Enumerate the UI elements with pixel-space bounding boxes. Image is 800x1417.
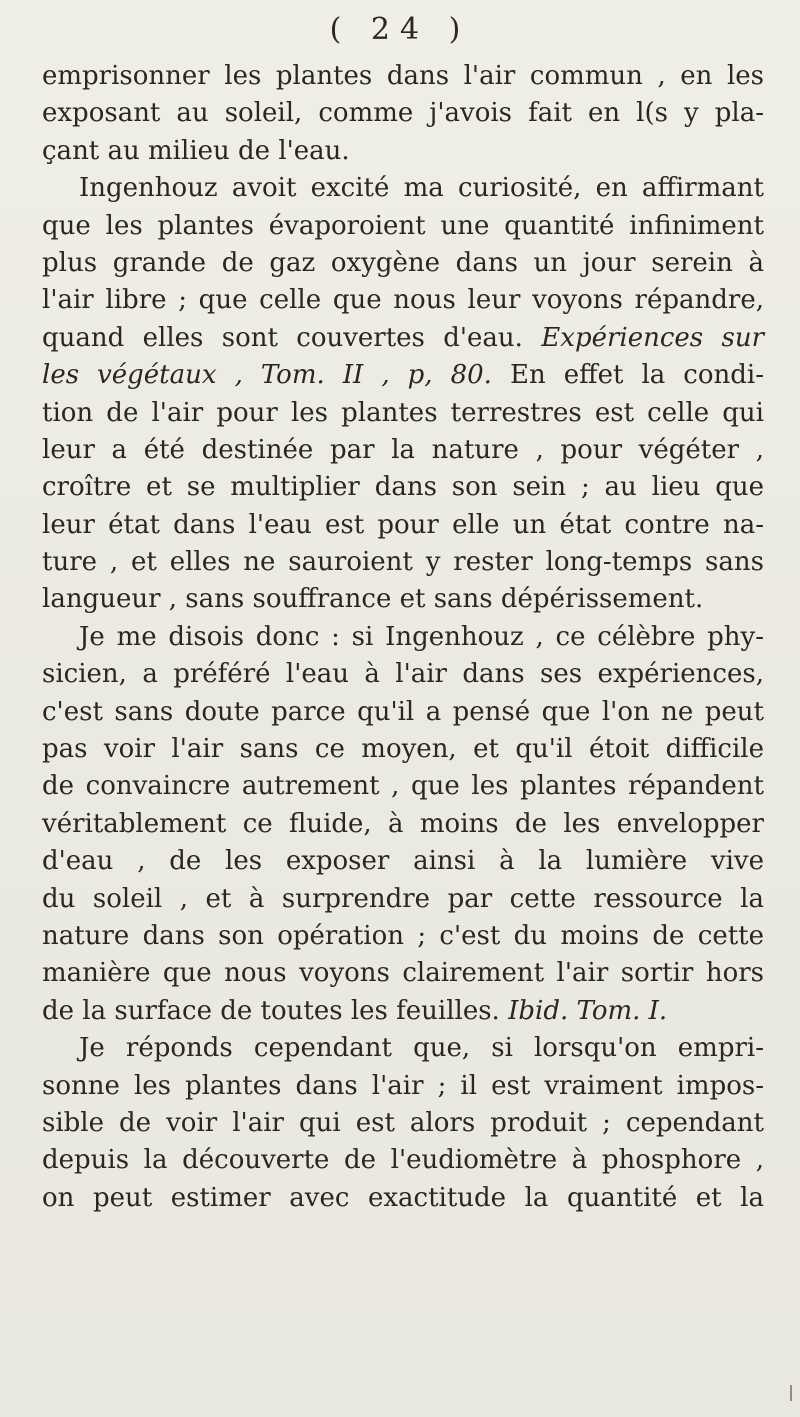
text-line bbox=[42, 58, 764, 95]
line-text: nature dans son opération ; c'est du moins de cette bbox=[42, 920, 764, 951]
line-text: Ingenhouz avoit excité ma curiosité, en affirmant bbox=[79, 173, 764, 204]
line-text: En effet la condi- bbox=[491, 360, 764, 391]
line-text: c'est sans doute parce qu'il a pensé que l'on ne peut bbox=[42, 696, 764, 727]
text-line bbox=[42, 1180, 764, 1217]
line-text: l'air libre ; que celle que nous leur voyons répandre, bbox=[42, 285, 764, 316]
line-text: langueur , sans souffrance et sans dépérissement. bbox=[42, 584, 704, 615]
text-line bbox=[42, 432, 764, 469]
line-text: çant au milieu de l'eau. bbox=[42, 135, 350, 166]
page-number: ( 24 ) bbox=[329, 12, 471, 47]
italic-citation: les végétaux , Tom. II , p, 80. bbox=[42, 360, 492, 391]
italic-citation: Expériences sur bbox=[541, 322, 765, 353]
line-text: pas voir l'air sans ce moyen, et qu'il étoit difficile bbox=[42, 734, 764, 765]
line-text: emprisonner les plantes dans l'air commun , en les bbox=[42, 61, 764, 91]
line-text: véritablement ce fluide, à moins de les envelopper bbox=[42, 808, 764, 839]
italic-citation: Ibid. Tom. I. bbox=[508, 995, 668, 1026]
text-line bbox=[42, 1068, 764, 1105]
body-text bbox=[42, 58, 764, 1217]
text-line bbox=[42, 881, 764, 918]
line-text: tion de l'air pour les plantes terrestres est celle qui bbox=[42, 397, 764, 428]
margin-mark bbox=[790, 1385, 792, 1401]
text-line bbox=[42, 245, 764, 282]
text-line bbox=[42, 993, 764, 1030]
text-line bbox=[42, 806, 764, 843]
text-line bbox=[42, 507, 764, 544]
text-line bbox=[42, 918, 764, 955]
text-line bbox=[42, 208, 764, 245]
text-line bbox=[42, 469, 764, 506]
text-line bbox=[42, 133, 764, 170]
line-text: Je réponds cependant que, si lorsqu'on empri- bbox=[79, 1033, 764, 1064]
text-line bbox=[42, 955, 764, 992]
text-line bbox=[42, 1105, 764, 1142]
text-line bbox=[42, 731, 764, 768]
line-text: de convaincre autrement , que les plantes répandent bbox=[42, 771, 764, 802]
text-line bbox=[42, 320, 764, 357]
text-line bbox=[42, 95, 764, 132]
line-text: leur état dans l'eau est pour elle un état contre na- bbox=[42, 509, 764, 540]
text-line bbox=[42, 170, 764, 207]
line-text: manière que nous voyons clairement l'air sortir hors bbox=[42, 958, 764, 989]
line-text: on peut estimer avec exactitude la quantité et la bbox=[42, 1182, 764, 1213]
line-text: Je me disois donc : si Ingenhouz , ce célèbre phy- bbox=[79, 621, 764, 652]
line-text: leur a été destinée par la nature , pour végéter , bbox=[42, 434, 764, 465]
line-text: croître et se multiplier dans son sein ; au lieu que bbox=[42, 472, 764, 503]
line-text: sible de voir l'air qui est alors produit ; cependant bbox=[42, 1107, 764, 1138]
line-text: sicien, a préféré l'eau à l'air dans ses expériences, bbox=[42, 659, 764, 690]
text-line bbox=[42, 1030, 764, 1067]
text-line bbox=[42, 619, 764, 656]
line-text: sonne les plantes dans l'air ; il est vraiment impos- bbox=[42, 1070, 764, 1101]
line-text: quand elles sont couvertes d'eau. bbox=[42, 322, 542, 353]
line-text: d'eau , de les exposer ainsi à la lumière vive bbox=[42, 846, 764, 877]
text-line bbox=[42, 395, 764, 432]
text-line bbox=[42, 581, 764, 618]
text-line bbox=[42, 843, 764, 880]
line-text: de la surface de toutes les feuilles. bbox=[42, 995, 509, 1026]
text-line bbox=[42, 656, 764, 693]
line-text: ture , et elles ne sauroient y rester long-temps sans bbox=[42, 547, 764, 578]
line-text: plus grande de gaz oxygène dans un jour serein à bbox=[42, 247, 764, 278]
line-text: que les plantes évaporoient une quantité infiniment bbox=[42, 210, 764, 241]
text-line bbox=[42, 694, 764, 731]
line-text: exposant au soleil, comme j'avois fait en l(s y pla- bbox=[42, 98, 764, 129]
text-line bbox=[42, 357, 764, 394]
text-line bbox=[42, 768, 764, 805]
text-line bbox=[42, 282, 764, 319]
text-line bbox=[42, 1142, 764, 1179]
line-text: depuis la découverte de l'eudiomètre à phosphore , bbox=[42, 1145, 764, 1176]
text-line bbox=[42, 544, 764, 581]
line-text: du soleil , et à surprendre par cette ressource la bbox=[42, 883, 764, 914]
